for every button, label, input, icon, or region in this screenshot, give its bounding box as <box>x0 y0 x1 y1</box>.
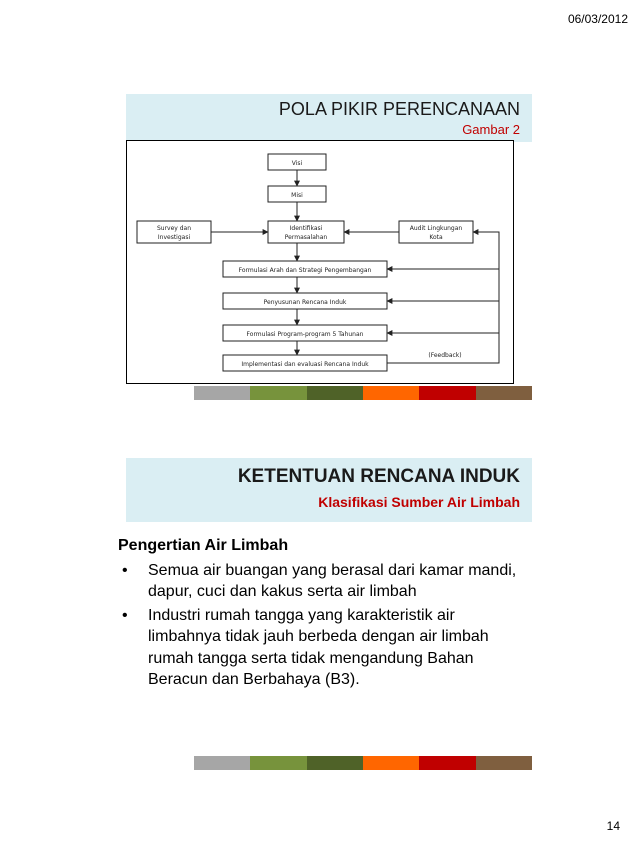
colorbar-2-seg-5 <box>419 756 475 770</box>
label-identifikasi-1: Identifikasi <box>289 225 323 232</box>
label-audit-1: Audit Lingkungan <box>409 225 463 232</box>
label-audit-2: Kota <box>429 234 443 241</box>
colorbar-1 <box>194 386 532 400</box>
label-implementasi: Implementasi dan evaluasi Rencana Induk <box>241 361 369 368</box>
label-penyusunan: Penyusunan Rencana Induk <box>263 299 347 306</box>
slide2-title: KETENTUAN RENCANA INDUK <box>237 466 520 487</box>
date-label: 06/03/2012 <box>567 12 628 26</box>
colorbar-2-seg-3 <box>307 756 363 770</box>
colorbar-1-seg-3 <box>307 386 363 400</box>
label-feedback: (Feedback) <box>428 352 462 359</box>
bullet-list <box>118 560 518 691</box>
slide2-subtitle: Klasifikasi Sumber Air Limbah <box>318 494 520 510</box>
label-program: Formulasi Program-program 5 Tahunan <box>246 331 364 338</box>
colorbar-1-seg-1 <box>194 386 250 400</box>
colorbar-2 <box>194 756 532 770</box>
slide2-header <box>126 458 532 522</box>
slide2-body <box>118 535 518 693</box>
colorbar-1-seg-2 <box>250 386 306 400</box>
slide1-header <box>126 94 532 142</box>
colorbar-2-seg-2 <box>250 756 306 770</box>
colorbar-1-seg-4 <box>363 386 419 400</box>
page-number: 14 <box>606 819 620 833</box>
label-survey-2: Investigasi <box>157 234 191 241</box>
colorbar-1-seg-5 <box>419 386 475 400</box>
flowchart <box>126 140 514 384</box>
bullet-item: • Semua air buangan yang berasal dari kamar mandi, dapur, cuci dan kakus serta air limbah <box>118 560 518 603</box>
colorbar-2-seg-1 <box>194 756 250 770</box>
label-identifikasi-2: Permasalahan <box>284 234 328 241</box>
label-misi: Misi <box>291 192 303 199</box>
colorbar-2-seg-4 <box>363 756 419 770</box>
slide1-title: POLA PIKIR PERENCANAAN <box>278 99 520 119</box>
slide1-subtitle: Gambar 2 <box>462 122 520 137</box>
label-visi: Visi <box>291 160 303 167</box>
bullet-item: • Industri rumah tangga yang karakteristik air limbahnya tidak jauh berbeda dengan air limbah rumah tangga serta tidak mengandung Bahan Beracun dan Berbahaya (B3). <box>118 605 518 691</box>
slide2-subheading: Pengertian Air Limbah <box>118 537 289 554</box>
label-formulasi: Formulasi Arah dan Strategi Pengembangan <box>238 267 372 274</box>
colorbar-2-seg-6 <box>476 756 532 770</box>
label-survey-1: Survey dan <box>156 225 192 232</box>
flowchart-svg <box>127 141 513 383</box>
colorbar-1-seg-6 <box>476 386 532 400</box>
